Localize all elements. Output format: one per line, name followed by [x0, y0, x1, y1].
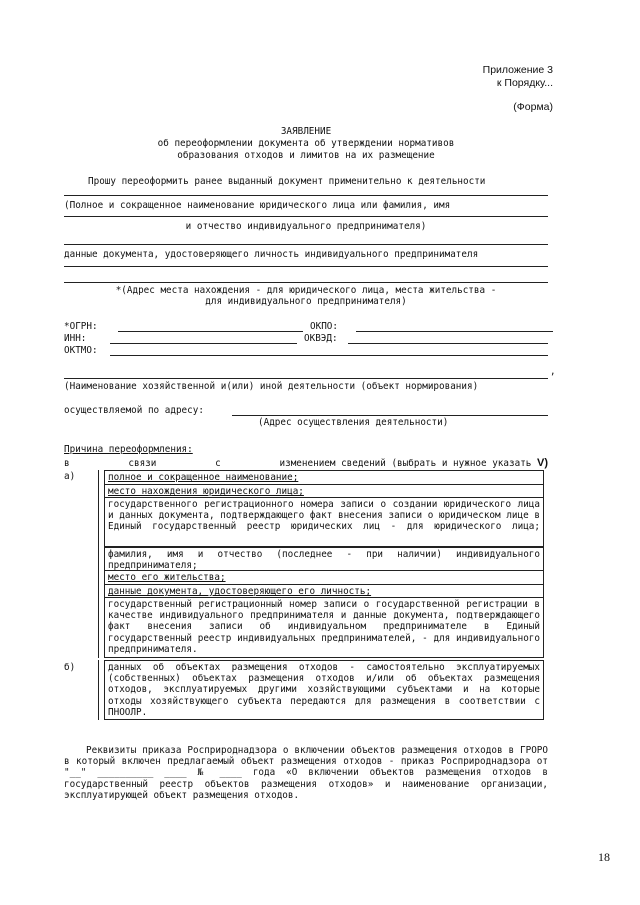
checkbox-column	[98, 660, 104, 720]
fill-line[interactable]	[64, 282, 548, 283]
fill-line[interactable]	[64, 195, 548, 196]
oktmo-field[interactable]	[110, 355, 548, 356]
activity-caption: (Наименование хозяйственной и(или) иной деятельности (объект нормирования)	[64, 381, 479, 392]
fill-line[interactable]	[64, 266, 548, 267]
name-caption-2: и отчество индивидуального предпринимателя)	[185, 221, 427, 232]
checkbox-column	[98, 470, 104, 658]
ogrn-field[interactable]	[118, 331, 303, 332]
reason-group-b	[104, 660, 544, 720]
okved-label: ОКВЭД:	[304, 333, 338, 344]
group-a-label: а)	[64, 471, 76, 482]
activity-field[interactable]	[64, 378, 548, 379]
reason-option[interactable]: место нахождения юридического лица;	[105, 484, 543, 497]
reason-word: связи	[128, 458, 157, 469]
reason-option[interactable]: фамилия, имя и отчество (последнее - при наличии) индивидуального предпринимателя;	[105, 546, 543, 569]
reason-heading: Причина переоформления:	[64, 444, 193, 455]
document-subtitle-2: образования отходов и лимитов на их размещение	[177, 150, 435, 161]
name-caption-1: (Полное и сокращенное наименование юридического лица или фамилия, имя	[64, 200, 451, 211]
address-caption-1: *(Адрес места нахождения - для юридического лица, места жительства -	[115, 285, 497, 296]
reason-word: изменением сведений (выбрать и нужное указать V)	[279, 457, 548, 469]
requisites-paragraph: Реквизиты приказа Росприроднадзора о включении объектов размещения отходов в ГРОРО в который включен предлагаемый объект размещения отходов - приказ Росприроднадзора от "__" __________ ____ № ____ года «О включении объектов размещения отходов в государственный реестр объектов размещения отходов» и наименование организации, эксплуатирующей объект размещения отходов.	[64, 745, 548, 801]
ogrn-label: *ОГРН:	[64, 321, 98, 332]
activity-address-caption: (Адрес осуществления деятельности)	[258, 417, 449, 428]
reason-option[interactable]: место его жительства;	[105, 570, 543, 583]
reason-word: с	[215, 458, 221, 469]
identity-document-caption: данные документа, удостоверяющего личность индивидуального предпринимателя	[64, 249, 479, 260]
appendix-subtitle: к Порядку...	[496, 77, 553, 89]
document-title: ЗАЯВЛЕНИЕ	[280, 126, 332, 137]
address-caption-2: для индивидуального предпринимателя)	[205, 296, 407, 307]
reason-option[interactable]: данные документа, удостоверяющего его личность;	[105, 584, 543, 597]
reason-group-a	[104, 470, 544, 658]
inn-field[interactable]	[110, 343, 297, 344]
okpo-field[interactable]	[356, 331, 553, 332]
intro-text: Прошу переоформить ранее выданный документ применительно к деятельности	[88, 176, 486, 187]
fill-line[interactable]	[64, 244, 548, 245]
group-b-label: б)	[64, 662, 76, 673]
okpo-label: ОКПО:	[310, 321, 338, 332]
comma-mark: ,	[550, 366, 556, 377]
okved-field[interactable]	[348, 343, 548, 344]
activity-address-label: осуществляемой по адресу:	[64, 405, 204, 416]
inn-label: ИНН:	[64, 333, 87, 344]
reason-word: в	[64, 458, 70, 469]
page-number: 18	[598, 850, 610, 864]
reason-option[interactable]: полное и сокращенное наименование;	[108, 472, 299, 483]
reason-instruction	[64, 458, 548, 469]
document-subtitle-1: об переоформлении документа об утверждении нормативов	[157, 138, 455, 149]
reason-option[interactable]: государственного регистрационного номера записи о создании юридического лица и данных документа, подтверждающего факт внесения записи о юридическом лице в Единый государственный реестр юридических лиц - для юридического лица;	[105, 497, 543, 542]
reason-option[interactable]: государственный регистрационный номер записи о государственной регистрации в качестве индивидуального предпринимателя и данные документа, подтверждающего факт внесения записи об индивидуальном предпринимателе в Единый государственный реестр индивидуальных предпринимателей, - для индивидуального предпринимателя.	[105, 597, 543, 659]
oktmo-label: ОКТМО:	[64, 345, 98, 356]
activity-address-field[interactable]	[232, 415, 548, 416]
appendix-title: Приложение 3	[482, 64, 553, 76]
form-label: (Форма)	[513, 101, 553, 113]
fill-line[interactable]	[64, 216, 548, 217]
reason-option[interactable]: данных об объектах размещения отходов - самостоятельно эксплуатируемых (собственных) объектах размещения отходов и/или об объектах размещения отходов, эксплуатируемых другими хозяйствующими субъектами и на которые отходы хозяйствующего субъекта передаются для размещения в соответствии с ПНООЛР.	[108, 662, 540, 718]
